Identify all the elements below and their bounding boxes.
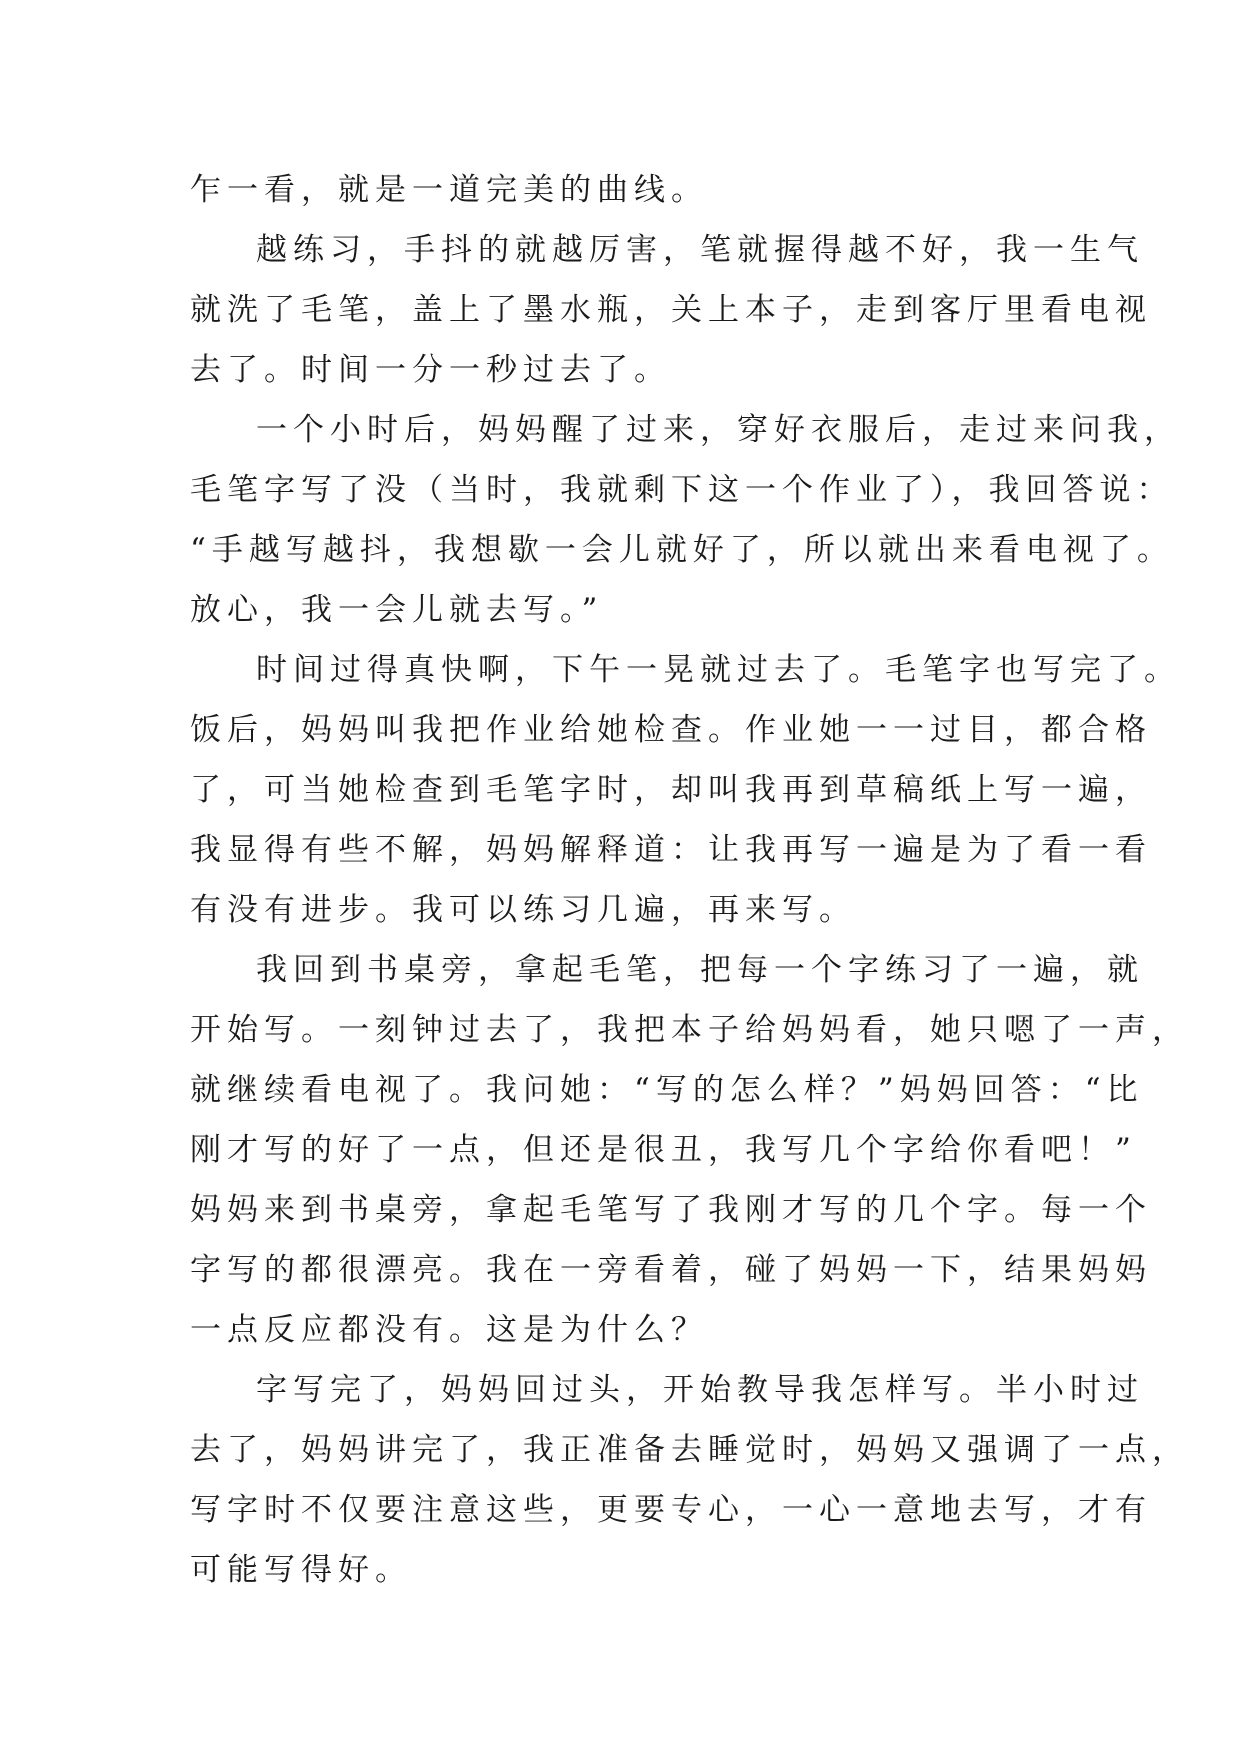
text-line: “手越写越抖，我想歇一会儿就好了，所以就出来看电视了。	[190, 532, 1174, 568]
text-line: 开始写。一刻钟过去了，我把本子给妈妈看，她只嗯了一声，	[190, 1012, 1189, 1048]
text-line: 就洗了毛笔，盖上了墨水瓶，关上本子，走到客厅里看电视	[190, 292, 1152, 328]
paragraph-first-line: 时间过得真快啊，下午一晃就过去了。毛笔字也写完了。	[256, 652, 1181, 688]
text-line: 字写的都很漂亮。我在一旁看着，碰了妈妈一下，结果妈妈	[190, 1252, 1152, 1288]
text-line: 了，可当她检查到毛笔字时，却叫我再到草稿纸上写一遍，	[190, 772, 1152, 808]
text-line: 饭后，妈妈叫我把作业给她检查。作业她一一过目，都合格	[190, 712, 1152, 748]
text-line: 我显得有些不解，妈妈解释道：让我再写一遍是为了看一看	[190, 832, 1152, 868]
text-line: 有没有进步。我可以练习几遍，再来写。	[190, 892, 856, 928]
text-line: 刚才写的好了一点，但还是很丑，我写几个字给你看吧！”	[190, 1132, 1137, 1168]
document-body	[190, 160, 1189, 1600]
text-line: 写字时不仅要注意这些，更要专心，一心一意地去写，才有	[190, 1492, 1152, 1528]
paragraph-first-line: 越练习，手抖的就越厉害，笔就握得越不好，我一生气	[256, 232, 1144, 268]
text-line: 妈妈来到书桌旁，拿起毛笔写了我刚才写的几个字。每一个	[190, 1192, 1152, 1228]
text-line: 去了，妈妈讲完了，我正准备去睡觉时，妈妈又强调了一点，	[190, 1432, 1189, 1468]
text-line: 可能写得好。	[190, 1552, 412, 1588]
text-line: 乍一看，就是一道完美的曲线。	[190, 172, 708, 208]
paragraph-first-line: 字写完了，妈妈回过头，开始教导我怎样写。半小时过	[256, 1372, 1144, 1408]
paragraph-first-line: 我回到书桌旁，拿起毛笔，把每一个字练习了一遍，就	[256, 952, 1144, 988]
paragraph-first-line: 一个小时后，妈妈醒了过来，穿好衣服后，走过来问我，	[256, 412, 1181, 448]
text-line: 放心，我一会儿就去写。”	[190, 592, 604, 628]
text-line: 就继续看电视了。我问她：“写的怎么样？”妈妈回答：“比	[190, 1072, 1144, 1108]
text-line: 毛笔字写了没（当时，我就剩下这一个作业了），我回答说：	[190, 472, 1174, 508]
text-line: 一点反应都没有。这是为什么？	[190, 1312, 708, 1348]
text-line: 去了。时间一分一秒过去了。	[190, 352, 671, 388]
